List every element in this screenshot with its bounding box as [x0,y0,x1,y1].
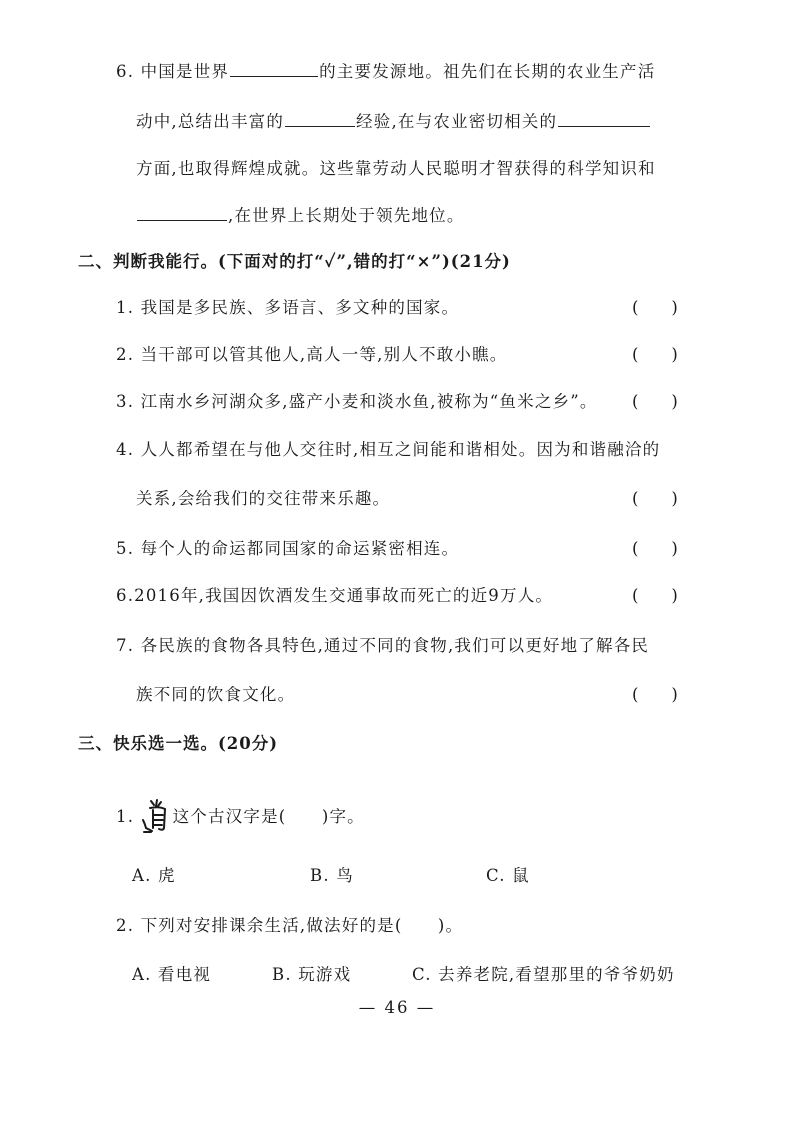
s2-item-4 [116,436,660,460]
s2-item-6-num: 6. [116,586,135,605]
s2-item-7-text: 各民族的食物各具特色,通过不同的食物,我们可以更好地了解各民 [140,636,650,655]
s2-item-1-num: 1. [116,298,135,317]
s2-answer-6[interactable]: ( ) [632,586,678,605]
s3-q2 [116,912,463,936]
s2-item-5 [116,535,459,559]
s2-answer-3[interactable]: ( ) [632,392,678,411]
q6-text-1a: 中国是世界 [140,62,230,81]
s3-q2-text: 下列对安排课余生活,做法好的是( )。 [140,916,464,935]
q6-text-2b: 经验,在与农业密切相关的 [356,112,558,131]
s2-item-1 [116,294,459,318]
s2-item-1-text: 我国是多民族、多语言、多文种的国家。 [140,298,460,317]
ancient-character-glyph-icon [141,798,171,834]
s2-item-4-text: 人人都希望在与他人交往时,相互之间能和谐相处。因为和谐融洽的 [140,440,661,459]
section2-title: 二、判断我能行。(下面对的打“✓”,错的打“×”)(21分) [78,252,511,271]
s3-q2-num: 2. [116,916,135,935]
s2-item-4-num: 4. [116,440,135,459]
q6-line-4 [136,202,465,226]
q6-line-2 [136,108,651,132]
s2-item-4-cont [136,485,390,509]
q6-text-4: ,在世界上长期处于领先地位。 [228,206,465,225]
q6-text-2a: 动中,总结出丰富的 [136,112,285,131]
s2-item-5-num: 5. [116,539,135,558]
s2-item-5-text: 每个人的命运都同国家的命运紧密相连。 [140,539,460,558]
q6-blank-2[interactable] [285,125,355,127]
q6-line-1 [116,58,655,82]
q6-blank-3[interactable] [558,125,650,127]
q6-line-3 [136,155,656,179]
s3-q1-num: 1. [116,807,135,826]
s2-item-6 [116,582,553,606]
q6-blank-1[interactable] [230,75,318,77]
s2-item-7 [116,632,649,656]
q6-text-3: 方面,也取得辉煌成就。这些靠劳动人民聪明才智获得的科学知识和 [136,159,656,178]
s2-item-4-text2: 关系,会给我们的交往带来乐趣。 [136,489,391,508]
page-number: — 46 — [358,998,436,1017]
q6-blank-4[interactable] [137,219,227,221]
q6-number: 6. [116,62,135,81]
s2-item-2 [116,341,508,365]
s3-q2-option-a[interactable]: A. 看电视 [132,965,212,984]
s2-item-3-num: 3. [116,392,135,411]
s2-item-2-text: 当干部可以管其他人,高人一等,别人不敢小瞧。 [140,345,508,364]
s2-item-7-num: 7. [116,636,135,655]
s3-q1-option-c[interactable]: C. 鼠 [486,866,530,885]
s2-answer-7[interactable]: ( ) [632,685,678,704]
s3-q2-option-c[interactable]: C. 去养老院,看望那里的爷爷奶奶 [412,965,675,984]
s2-item-2-num: 2. [116,345,135,364]
section3-title: 三、快乐选一选。(20分) [78,734,279,753]
s2-item-6-text: 2016年,我国因饮酒发生交通事故而死亡的近9万人。 [134,586,554,605]
s3-q1-option-a[interactable]: A. 虎 [132,866,176,885]
s2-answer-2[interactable]: ( ) [632,345,678,364]
s2-item-3 [116,388,598,412]
s3-q1-text: 这个古汉字是( )字。 [172,807,365,826]
s3-q1-option-b[interactable]: B. 鸟 [310,866,354,885]
q6-text-1b: 的主要发源地。祖先们在长期的农业生产活 [319,62,656,81]
s2-item-7-cont [136,681,295,705]
s2-answer-5[interactable]: ( ) [632,539,678,558]
s2-answer-4[interactable]: ( ) [632,489,678,508]
s3-q2-option-b[interactable]: B. 玩游戏 [272,965,352,984]
s2-answer-1[interactable]: ( ) [632,298,678,317]
s2-item-7-text2: 族不同的饮食文化。 [136,685,296,704]
s3-q1 [116,798,365,834]
s2-item-3-text: 江南水乡河湖众多,盛产小麦和淡水鱼,被称为“鱼米之乡”。 [140,392,598,411]
